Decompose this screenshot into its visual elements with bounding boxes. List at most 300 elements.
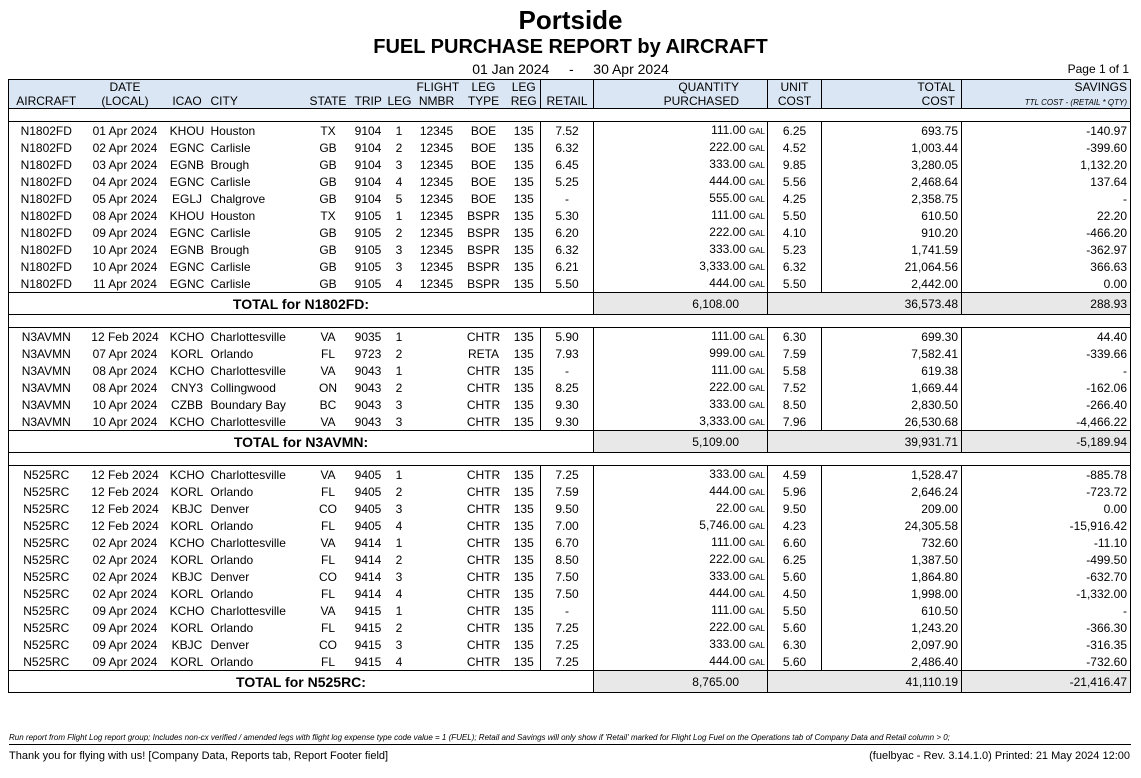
cell-unit-cost: 4.25 [768,190,822,207]
cell-city: Carlisle [210,259,251,274]
group-total-quantity: 5,109.00 [594,431,768,453]
cell-icao: KHOU [167,122,208,140]
cell-date: 09 Apr 2024 [92,654,158,669]
cell-date: 12 Feb 2024 [84,466,167,484]
cell-state: TX [305,122,352,140]
cell-state: VA [320,535,336,550]
table-row [9,500,1131,517]
table-row [9,345,1131,362]
cell-leg: 3 [395,259,403,274]
cell-aircraft: N525RC [9,602,84,619]
cell-flight-number [414,568,460,585]
cell-leg-reg: 135 [513,603,534,618]
cell-unit-cost: 4.50 [768,585,822,602]
cell-leg: 4 [395,654,403,669]
cell-unit-cost: 5.50 [768,207,822,224]
table-row [9,379,1131,396]
report-body [9,109,1131,693]
cell-icao: KHOU [169,208,205,223]
cell-aircraft: N3AVMN [9,379,84,396]
cell-total-cost: 2,358.75 [822,190,962,207]
cell-state: CO [319,637,337,652]
cell-state: VA [305,328,352,346]
cell-aircraft: N525RC [9,619,84,636]
cell-quantity: 111.00 GAL [711,602,765,617]
cell-savings: 0.00 [962,275,1131,293]
table-row [9,207,1131,224]
cell-leg-reg: 135 [513,397,534,412]
cell-date: 12 Feb 2024 [91,484,159,499]
cell-retail: 7.25 [541,619,594,636]
cell-flight-number: 12345 [419,208,454,223]
group-total-quantity: 8,765.00 [594,671,768,693]
cell-date: 07 Apr 2024 [92,346,158,361]
cell-total-cost: 1,243.20 [822,619,962,636]
cell-unit-cost: 5.56 [768,173,822,190]
cell-savings: -499.50 [962,551,1131,568]
col-icao: ICAO [167,80,208,109]
cell-unit-cost: 5.60 [768,568,822,585]
cell-quantity: 333.00 GAL [709,636,765,651]
cell-unit-cost: 6.60 [768,534,822,551]
cell-trip: 9415 [354,603,382,618]
cell-leg: 1 [385,122,414,140]
cell-city: Denver [210,637,250,652]
cell-retail: 6.45 [541,156,594,173]
fuel-report-table [8,79,1131,693]
cell-state: VA [305,466,352,484]
cell-leg: 3 [395,242,403,257]
cell-flight-number [414,362,460,379]
cell-trip: 9043 [354,380,382,395]
cell-city: Houston [210,208,256,223]
cell-state: GB [319,242,337,257]
cell-quantity: 222.00 GAL [709,619,765,634]
cell-aircraft: N525RC [9,466,84,484]
cell-date: 03 Apr 2024 [92,157,158,172]
cell-savings: 1,132.20 [962,156,1131,173]
cell-state: GB [319,259,337,274]
cell-savings: -466.20 [962,224,1131,241]
group-total-label: TOTAL for N525RC: [9,671,594,693]
cell-date: 10 Apr 2024 [92,242,158,257]
company-name: Portside [518,5,623,35]
cell-date: 02 Apr 2024 [92,552,158,567]
cell-icao: EGNC [169,276,205,291]
cell-trip: 9414 [354,569,382,584]
cell-leg-type: CHTR [466,603,501,618]
cell-leg-type: BOE [470,174,497,189]
cell-city: Brough [210,157,250,172]
cell-leg: 2 [395,140,403,155]
cell-aircraft: N525RC [9,534,84,551]
cell-icao: KCHO [167,328,208,346]
cell-flight-number: 12345 [419,140,454,155]
col-total-cost: TOTAL COST [822,80,962,109]
table-row [9,568,1131,585]
cell-city: Boundary Bay [210,397,286,412]
cell-total-cost: 2,097.90 [822,636,962,653]
cell-date: 01 Apr 2024 [84,122,167,140]
cell-retail: 6.32 [541,241,594,258]
cell-icao: EGNB [169,157,204,172]
cell-city: Carlisle [210,225,251,240]
group-total-quantity: 6,108.00 [594,293,768,315]
cell-savings: -885.78 [962,466,1131,484]
cell-leg-type: CHTR [466,535,501,550]
cell-flight-number: 12345 [419,242,454,257]
cell-retail: 7.93 [541,345,594,362]
col-leg-reg: LEG REG [508,80,541,109]
cell-city: Carlisle [210,174,251,189]
cell-state: FL [320,620,335,635]
unit-label: GAL [748,657,765,667]
cell-leg: 2 [395,484,403,499]
cell-state: FL [320,484,335,499]
cell-retail: - [541,362,594,379]
cell-quantity: 333.00 GAL [709,396,765,411]
cell-unit-cost: 7.59 [768,345,822,362]
table-row [9,483,1131,500]
cell-city: Brough [210,242,250,257]
cell-savings: 22.20 [962,207,1131,224]
cell-aircraft: N3AVMN [9,345,84,362]
col-aircraft: AIRCRAFT [9,80,84,109]
cell-savings: -4,466.22 [962,413,1131,431]
cell-unit-cost: 9.50 [768,500,822,517]
cell-retail: 7.25 [541,653,594,671]
cell-leg-reg: 135 [513,363,534,378]
group-total-row [9,293,1131,315]
cell-leg-type: CHTR [466,414,501,429]
cell-city: Orlando [210,518,254,533]
group-total-row [9,431,1131,453]
cell-total-cost: 2,468.64 [822,173,962,190]
cell-icao: KORL [170,620,204,635]
unit-label: GAL [748,555,765,565]
col-leg-type: LEG TYPE [460,80,508,109]
cell-leg: 2 [395,225,403,240]
cell-total-cost: 1,741.59 [822,241,962,258]
cell-city: Orlando [210,484,254,499]
cell-quantity: 333.00 GAL [594,466,768,484]
table-row [9,241,1131,258]
cell-quantity: 444.00 GAL [709,173,765,188]
cell-total-cost: 699.30 [822,328,962,346]
cell-unit-cost: 7.52 [768,379,822,396]
cell-retail: 7.59 [541,483,594,500]
page-number: Page 1 of 1 [1067,62,1129,76]
cell-total-cost: 693.75 [822,122,962,140]
cell-leg: 3 [395,637,403,652]
cell-state: BC [319,397,337,412]
unit-label: GAL [748,211,765,221]
cell-leg: 1 [395,535,403,550]
cell-total-cost: 209.00 [822,500,962,517]
cell-leg-reg: 135 [513,484,534,499]
cell-unit-cost: 5.50 [768,602,822,619]
cell-leg-reg: 135 [513,552,534,567]
group-spacer [9,109,1131,122]
cell-aircraft: N1802FD [9,241,84,258]
cell-date: 10 Apr 2024 [92,414,158,429]
group-total-cost: 39,931.71 [822,431,962,453]
unit-label: GAL [748,366,765,376]
cell-retail: 7.25 [541,466,594,484]
cell-date: 04 Apr 2024 [92,174,158,189]
cell-total-cost: 610.50 [822,602,962,619]
cell-quantity: 111.00 GAL [594,328,768,346]
cell-total-cost: 732.60 [822,534,962,551]
cell-date: 11 Apr 2024 [93,276,157,291]
cell-leg-reg: 135 [513,414,534,429]
cell-leg-reg: 135 [508,122,541,140]
cell-icao: EGNC [169,140,205,155]
cell-savings: -1,332.00 [962,585,1131,602]
cell-leg: 2 [395,380,403,395]
cell-date: 09 Apr 2024 [92,620,158,635]
cell-leg-type: BOE [470,191,497,206]
cell-flight-number [414,517,460,534]
cell-flight-number: 12345 [419,259,454,274]
cell-leg: 3 [395,157,403,172]
cell-date: 12 Feb 2024 [84,328,167,346]
cell-aircraft: N1802FD [9,156,84,173]
date-to: 30 Apr 2024 [593,61,669,77]
cell-trip: 9414 [354,586,382,601]
cell-flight-number [414,413,460,431]
cell-savings: 137.64 [962,173,1131,190]
cell-date: 10 Apr 2024 [92,397,158,412]
table-row [9,224,1131,241]
cell-unit-cost: 5.50 [768,275,822,293]
cell-savings: -366.30 [962,619,1131,636]
cell-retail: - [541,602,594,619]
cell-trip: 9104 [354,157,382,172]
cell-leg-type: BSPR [467,208,500,223]
unit-label: GAL [748,245,765,255]
group-total-row [9,671,1131,693]
unit-label: GAL [748,349,765,359]
cell-savings: -723.72 [962,483,1131,500]
table-row [9,190,1131,207]
cell-total-cost: 1,003.44 [822,139,962,156]
cell-savings: - [962,362,1131,379]
unit-label: GAL [748,589,765,599]
cell-flight-number [414,534,460,551]
col-leg: LEG [385,80,414,109]
cell-aircraft: N3AVMN [9,362,84,379]
cell-leg-reg: 135 [513,346,534,361]
cell-leg-type: CHTR [460,328,508,346]
table-row [9,122,1131,140]
cell-savings: -162.06 [962,379,1131,396]
cell-icao: KORL [170,552,204,567]
table-row [9,636,1131,653]
cell-leg: 1 [395,603,403,618]
cell-flight-number: 12345 [419,174,454,189]
unit-label: GAL [748,160,765,170]
cell-trip: 9415 [354,654,382,669]
cell-quantity: 3,333.00 GAL [699,258,765,273]
cell-aircraft: N525RC [9,636,84,653]
cell-leg-type: BOE [460,122,508,140]
cell-icao: KBJC [171,637,203,652]
cell-leg-reg: 135 [513,242,534,257]
cell-flight-number: 12345 [419,157,454,172]
cell-quantity: 333.00 GAL [709,241,765,256]
cell-flight-number [414,500,460,517]
cell-trip: 9104 [352,122,385,140]
unit-label: GAL [748,228,765,238]
cell-total-cost: 2,442.00 [822,275,962,293]
cell-aircraft: N3AVMN [9,328,84,346]
cell-flight-number [414,585,460,602]
cell-leg-type: CHTR [466,654,501,669]
unit-label: GAL [748,400,765,410]
cell-city: Carlisle [210,140,251,155]
cell-trip: 9104 [354,140,382,155]
cell-retail: 6.21 [541,258,594,275]
cell-leg-reg: 135 [513,380,534,395]
cell-aircraft: N1802FD [9,190,84,207]
cell-city: Charlottesville [210,363,286,378]
cell-date: 10 Apr 2024 [92,259,158,274]
unit-label: GAL [748,606,765,616]
table-row [9,362,1131,379]
cell-quantity: 333.00 GAL [709,156,765,171]
cell-state: VA [320,603,336,618]
cell-city: Denver [210,501,250,516]
cell-city: Charlottesville [210,414,286,429]
cell-icao: KCHO [167,466,208,484]
table-row [9,413,1131,431]
cell-leg: 2 [395,346,403,361]
unit-label: GAL [748,417,765,427]
cell-trip: 9105 [354,208,382,223]
group-total-savings: -21,416.47 [962,671,1131,693]
cell-state: GB [319,140,337,155]
cell-icao: CZBB [170,397,203,412]
cell-aircraft: N1802FD [9,173,84,190]
cell-total-cost: 2,646.24 [822,483,962,500]
cell-total-cost: 26,530.68 [822,413,962,431]
cell-icao: EGNC [169,174,205,189]
cell-icao: KCHO [169,603,205,618]
unit-label: GAL [748,504,765,514]
cell-leg-reg: 135 [513,225,534,240]
cell-savings: 44.40 [962,328,1131,346]
unit-label: GAL [748,538,765,548]
cell-leg-reg: 135 [508,466,541,484]
cell-trip: 9035 [352,328,385,346]
unit-label: GAL [748,332,765,342]
cell-leg-type: BOE [470,140,497,155]
cell-leg-reg: 135 [513,501,534,516]
cell-leg-type: CHTR [466,397,501,412]
cell-leg-reg: 135 [513,208,534,223]
unit-label: GAL [748,623,765,633]
report-footnote: Run report from Flight Log report group; Includes non-cx verified / amended legs with flight log expense type code value = 1 (FUEL); Retail and Savings will only show if 'Retail' marked for Flight Log Fuel on the Operations tab of Company Data and Retail column > 0; [9,733,950,742]
cell-quantity: 5,746.00 GAL [699,517,765,532]
cell-leg-type: BSPR [467,242,500,257]
cell-retail: 7.00 [541,517,594,534]
cell-total-cost: 24,305.58 [822,517,962,534]
cell-flight-number: 12345 [414,122,460,140]
table-row [9,619,1131,636]
cell-icao: KCHO [169,363,205,378]
cell-leg: 1 [385,328,414,346]
cell-total-cost: 910.20 [822,224,962,241]
footer-divider [9,744,1131,745]
group-total-savings: 288.93 [962,293,1131,315]
cell-leg: 2 [395,620,403,635]
table-row [9,585,1131,602]
cell-savings: -339.66 [962,345,1131,362]
cell-savings: 0.00 [962,500,1131,517]
cell-state: TX [320,208,336,223]
cell-city: Charlottesville [210,603,286,618]
cell-icao: KCHO [169,535,205,550]
cell-state: GB [319,225,337,240]
cell-aircraft: N525RC [9,500,84,517]
cell-unit-cost: 4.10 [768,224,822,241]
column-header-row [9,80,1131,109]
cell-date: 12 Feb 2024 [91,501,159,516]
cell-flight-number: 12345 [419,276,454,291]
cell-flight-number [414,396,460,413]
table-row [9,328,1131,346]
cell-icao: KBJC [171,501,203,516]
cell-quantity: 444.00 GAL [709,275,765,290]
cell-aircraft: N525RC [9,653,84,671]
cell-leg-reg: 135 [513,535,534,550]
col-flight-number: FLIGHT NMBR [414,80,460,109]
cell-leg-type: BSPR [467,259,500,274]
cell-unit-cost: 6.30 [768,636,822,653]
col-quantity: QUANTITY PURCHASED [594,80,768,109]
unit-label: GAL [748,279,765,289]
cell-quantity: 555.00 GAL [709,190,765,205]
cell-trip: 9043 [354,414,382,429]
table-row [9,258,1131,275]
cell-flight-number: 12345 [419,225,454,240]
cell-trip: 9414 [354,535,382,550]
group-total-label: TOTAL for N1802FD: [9,293,594,315]
cell-quantity: 999.00 GAL [709,345,765,360]
cell-aircraft: N3AVMN [9,396,84,413]
report-title: FUEL PURCHASE REPORT by AIRCRAFT [373,36,768,58]
cell-quantity: 222.00 GAL [709,379,765,394]
cell-trip: 9405 [352,466,385,484]
cell-aircraft: N525RC [9,568,84,585]
cell-leg-type: CHTR [466,380,501,395]
cell-unit-cost: 5.23 [768,241,822,258]
cell-unit-cost: 6.32 [768,258,822,275]
cell-leg: 3 [395,569,403,584]
cell-retail: 8.25 [541,379,594,396]
cell-leg: 4 [395,174,403,189]
cell-unit-cost: 8.50 [768,396,822,413]
table-row [9,653,1131,671]
group-total-unit-blank [768,293,822,315]
group-spacer [9,315,1131,328]
cell-aircraft: N1802FD [9,224,84,241]
cell-unit-cost: 5.58 [768,362,822,379]
cell-trip: 9405 [354,501,382,516]
cell-retail: 8.50 [541,551,594,568]
cell-leg-type: BSPR [467,276,500,291]
